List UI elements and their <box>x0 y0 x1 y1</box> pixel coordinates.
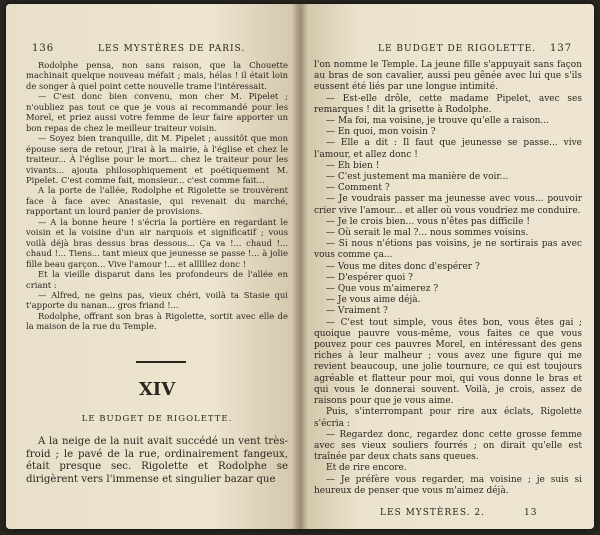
paragraph: — D'espérer quoi ? <box>326 272 413 283</box>
right-page <box>300 4 594 529</box>
left-head-title: LES MYSTÈRES DE PARIS. <box>98 44 246 54</box>
paragraph: — Je voudrais passer ma jeunesse avec vous... pouvoir crier vive l'amour... et aller où vous voudriez me conduire. <box>314 194 582 216</box>
paragraph: — Alfred, ne geins pas, vieux chéri, voilà ta Stasie qui t'apporte du nanan... gros friand !... <box>26 289 288 311</box>
chapter-opening-text <box>26 436 288 487</box>
paragraph: — Je le crois bien... vous n'êtes pas difficile ! <box>326 216 530 227</box>
paragraph: — Ma foi, ma voisine, je trouve qu'elle a raison... <box>326 116 550 127</box>
paragraph: l'on nomme le Temple. La jeune fille s'appuyait sans façon au bras de son cavalier, aussi peu gênée avec lui que s'ils eussent été liés par une longue intimité. <box>314 60 582 93</box>
paragraph: — Vraiment ? <box>326 306 388 317</box>
paragraph: — Eh bien ! <box>326 160 380 171</box>
paragraph: — Elle a dit : Il faut que jeunesse se passe... vive l'amour, et allez donc ! <box>314 138 582 160</box>
chapter-title: LE BUDGET DE RIGOLETTE. <box>81 414 233 424</box>
right-page-number: 137 <box>550 43 573 54</box>
paragraph: Et la vieille disparut dans les profondeurs de l'allée en criant : <box>26 269 288 290</box>
paragraph: A la porte de l'allée, Rodolphe et Rigolette se trouvèrent face à face avec Anastasie, qui revenait du marché, rapportant un lourd panier de provisions. <box>26 185 288 217</box>
paragraph: — C'est justement ma manière de voir... <box>326 172 509 183</box>
paragraph: A la neige de la nuit avait succédé un vent très-froid ; le pavé de la rue, ordinairement fangeux, était presque sec. Rigolette et Rodolphe se dirigèrent vers l'immense et singulier bazar que <box>26 436 288 486</box>
right-body-text <box>314 60 582 497</box>
open-book <box>6 4 594 529</box>
footer-signature: LES MYSTÈRES. 2. <box>380 508 485 518</box>
chapter-divider <box>136 361 186 363</box>
paragraph: — Je vous aime déjà. <box>326 295 421 306</box>
chapter-number: XIV <box>138 379 176 400</box>
left-page-number: 136 <box>32 43 55 54</box>
paragraph: — Vous me dites donc d'espérer ? <box>326 261 480 272</box>
paragraph: — Je préfère vous regarder, ma voisine ; je suis si heureux de penser que vous m'aimez déjà. <box>314 474 582 496</box>
paragraph: — En quoi, mon voisin ? <box>326 127 436 138</box>
paragraph: — Que vous m'aimerez ? <box>326 284 439 295</box>
paragraph: Rodolphe, offrant son bras à Rigolette, sortit avec elle de la maison de la rue du Temple. <box>26 310 288 332</box>
left-page <box>6 4 298 529</box>
paragraph: Puis, s'interrompant pour rire aux éclats, Rigolette s'écria : <box>314 407 582 429</box>
paragraph: — Est-elle drôle, cette madame Pipelet, avec ses remarques ! dit la grisette à Rodolphe. <box>314 93 582 115</box>
left-body-text <box>26 60 288 332</box>
book-gutter <box>292 4 308 529</box>
paragraph: Rodolphe pensa, non sans raison, que la Chouette machinait quelque nouveau méfait ; mais, hélas ! il était loin de songer à quel point cette nouvelle trame l'intéressait. <box>26 60 288 91</box>
paragraph: Et de rire encore. <box>326 463 407 474</box>
paragraph: — Où serait le mal ?... nous sommes voisins. <box>326 228 529 239</box>
paragraph: — A la bonne heure ! s'écria la portière en regardant le voisin et la voisine d'un air narquois et significatif ; vous voilà déjà bras dessus bras dessous... Ça va !... chaud !... chaud !... Tiens... tant mieux que jeunesse se passe !... à jolie fille beau garçon... Vive l'amour !... et alllllez donc ! <box>26 216 288 269</box>
paragraph: — Comment ? <box>326 183 390 194</box>
footer-number: 13 <box>524 508 538 518</box>
paragraph: — Soyez bien tranquille, dit M. Pipelet ; aussitôt que mon épouse sera de retour, j'irai à la mairie, à l'église et chez le traiteur... À l'église pour le mort... chez le traiteur pour les vivants... ajouta philosophiquement et poétiquement M. Pipelet. C'est comme fait, monsieur... c'est comme fait... <box>26 133 288 185</box>
paragraph: — C'est donc bien convenu, mon cher M. Pipelet ; n'oubliez pas tout ce que je vous ai recommandé pour les Morel, et priez aussi votre femme de leur faire apporter un bon repas de chez le meilleur traiteur voisin. <box>26 91 288 133</box>
paragraph: — C'est tout simple, vous êtes bon, vous êtes gai ; quoique pauvre vous-même, vous faites ce que vous pouvez pour ces pauvres Morel, en intéressant des gens riches à leur malheur ; vous avez une figure qui me revient beaucoup, une jolie tournure, ce qui est toujours agréable et flatteur pour moi, qui vous donne le bras et qui vous le donnerai souvent. Voilà, je crois, assez de raisons pour que je vous aime. <box>314 317 582 407</box>
paragraph: — Regardez donc, regardez donc cette grosse femme avec ses vieux souliers fourrés ; on dirait qu'elle est traînée par deux chats sans queues. <box>314 429 582 463</box>
right-head-title: LE BUDGET DE RIGOLETTE. <box>378 44 537 54</box>
paragraph: — Si nous n'étions pas voisins, je ne sortirais pas avec vous comme ça... <box>314 239 582 261</box>
